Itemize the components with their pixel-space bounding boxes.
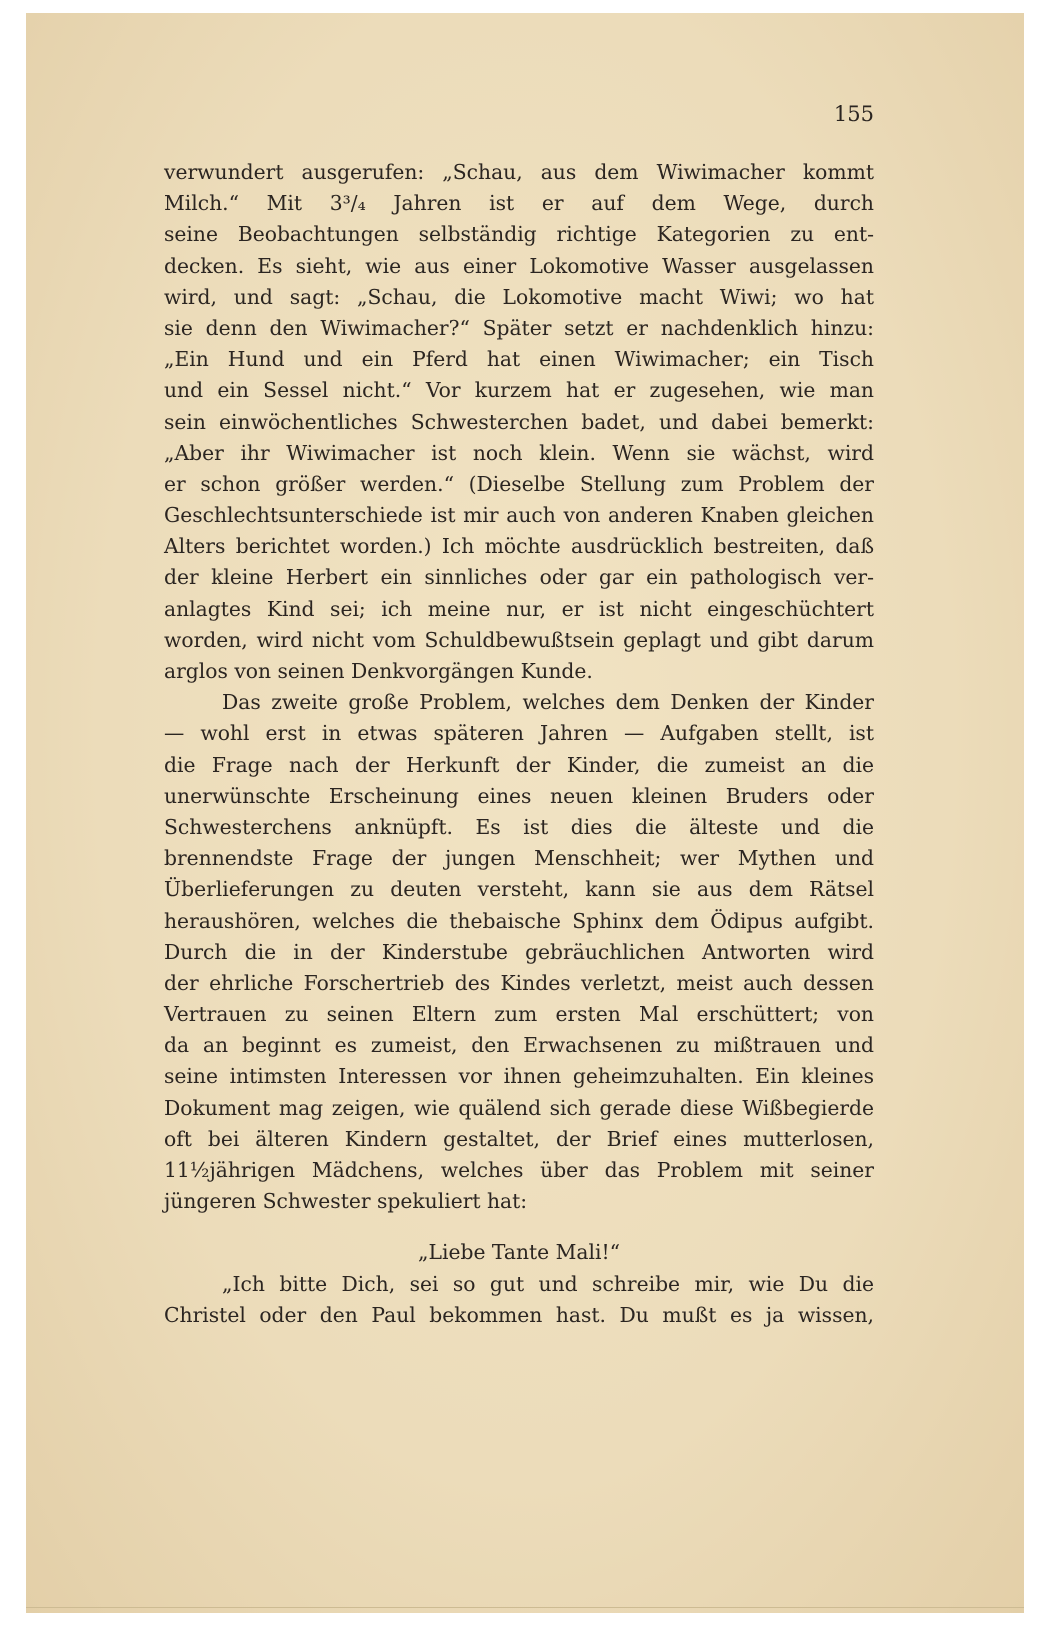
page-body-text (164, 157, 874, 1331)
text-line: heraushören, welches die thebaische Sphinx dem Ödipus aufgibt. (164, 908, 874, 933)
text-line: wird, und sagt: „Schau, die Lokomotive macht Wiwi; wo hat (164, 284, 874, 309)
text-line: sie denn den Wiwimacher?“ Später setzt er nachdenklich hinzu: (164, 315, 874, 340)
text-line: „Ein Hund und ein Pferd hat einen Wiwimacher; ein Tisch (164, 347, 874, 372)
text-line: er schon größer werden.“ (Dieselbe Stellung zum Problem der (164, 471, 874, 496)
text-line: die Frage nach der Herkunft der Kinder, die zumeist an die (164, 752, 874, 777)
text-line: sein einwöchentliches Schwesterchen badet, und dabei bemerkt: (164, 409, 874, 434)
text-line: da an beginnt es zumeist, den Erwachsenen zu mißtrauen und (164, 1033, 874, 1058)
text-line: unerwünschte Erscheinung eines neuen kleinen Bruders oder (164, 783, 874, 808)
text-line: worden, wird nicht vom Schuldbewußtsein geplagt und gibt darum (164, 627, 874, 652)
text-line: verwundert ausgerufen: „Schau, aus dem Wiwimacher kommt (164, 160, 874, 184)
text-line: arglos von seinen Denkvorgängen Kunde. (164, 659, 593, 683)
text-line: Geschlechtsunterschiede ist mir auch von anderen Knaben gleichen (164, 503, 874, 528)
text-line: Vertrauen zu seinen Eltern zum ersten Mal erschüttert; von (164, 1002, 874, 1027)
text-line: Das zweite große Problem, welches dem Denken der Kinder (222, 690, 874, 715)
text-line: Milch.“ Mit 3³/₄ Jahren ist er auf dem Wege, durch (164, 191, 874, 216)
text-line: Überlieferungen zu deuten versteht, kann sie aus dem Rätsel (164, 877, 874, 902)
text-line: brennendste Frage der jungen Menschheit; wer Mythen und (164, 846, 874, 871)
text-line: decken. Es sieht, wie aus einer Lokomotive Wasser ausgelassen (164, 253, 874, 278)
letter-salutation: „Liebe Tante Mali!“ (418, 1240, 620, 1265)
text-line: oft bei älteren Kindern gestaltet, der Brief eines mutterlosen, (164, 1126, 874, 1151)
text-line: „Ich bitte Dich, sei so gut und schreibe mir, wie Du die (222, 1271, 874, 1296)
text-line: Durch die in der Kinderstube gebräuchlichen Antworten wird (164, 939, 874, 964)
page-number: 155 (833, 102, 874, 126)
text-line: und ein Sessel nicht.“ Vor kurzem hat er zugesehen, wie man (164, 378, 874, 403)
text-line: Dokument mag zeigen, wie quälend sich gerade diese Wißbegierde (164, 1095, 874, 1120)
text-line: Christel oder den Paul bekommen hast. Du mußt es ja wissen, (164, 1302, 874, 1327)
text-line: 11½jährigen Mädchens, welches über das Problem mit seiner (164, 1158, 874, 1182)
scan-bottom-edge (26, 1607, 1024, 1608)
text-line: seine intimsten Interessen vor ihnen geheimzuhalten. Ein kleines (164, 1064, 874, 1089)
text-line: — wohl erst in etwas späteren Jahren — Aufgaben stellt, ist (164, 721, 874, 746)
text-line: „Aber ihr Wiwimacher ist noch klein. Wenn sie wächst, wird (164, 440, 874, 465)
text-line: der ehrliche Forschertrieb des Kindes verletzt, meist auch dessen (164, 970, 874, 995)
text-line: anlagtes Kind sei; ich meine nur, er ist nicht eingeschüchtert (164, 596, 874, 621)
page-scan (26, 13, 1024, 1613)
text-line: der kleine Herbert ein sinnliches oder gar ein pathologisch ver- (164, 565, 874, 590)
text-line: Schwesterchens anknüpft. Es ist dies die älteste und die (164, 814, 874, 839)
text-line: Alters berichtet worden.) Ich möchte ausdrücklich bestreiten, daß (164, 534, 874, 559)
text-line: seine Beobachtungen selbständig richtige Kategorien zu ent- (164, 222, 874, 247)
text-line: jüngeren Schwester spekuliert hat: (164, 1189, 528, 1214)
